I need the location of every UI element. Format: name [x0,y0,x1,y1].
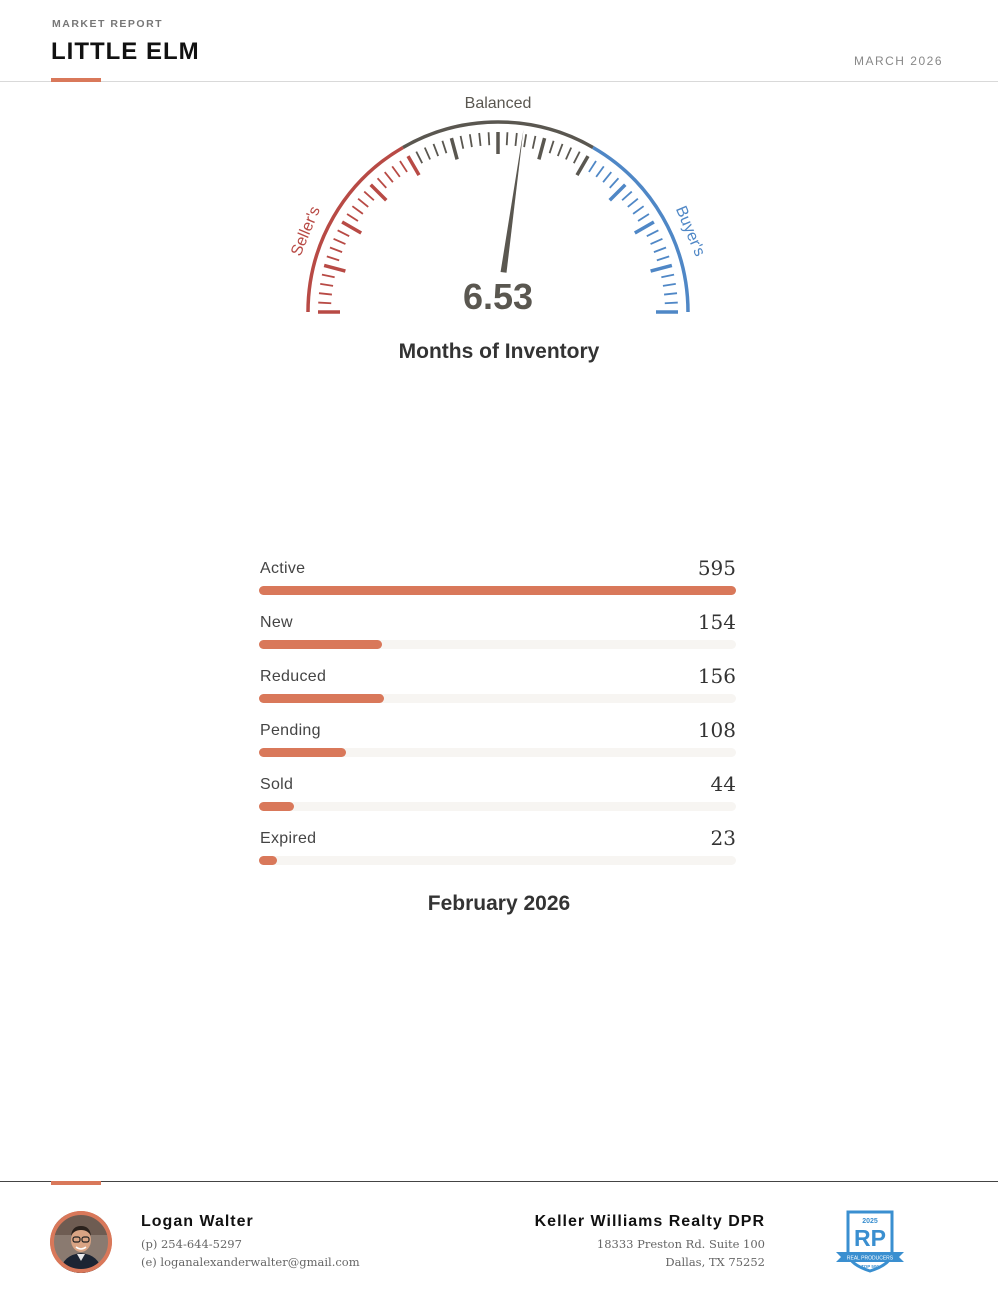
gauge-caption: Months of Inventory [398,340,600,363]
gauge-tick [461,136,464,149]
gauge-tick [352,206,363,214]
bar-value: 154 [697,610,736,634]
gauge-tick [633,206,644,214]
broker-name: Keller Williams Realty DPR [534,1213,765,1230]
gauge-tick [470,134,472,147]
page-title: LITTLE ELM [51,38,200,65]
gauge-tick [651,265,672,271]
gauge-tick [566,148,571,160]
bar-track [259,856,736,865]
bar-track [259,586,736,595]
gauge-zone-label-2: Buyer's [671,203,709,259]
gauge-tick [425,148,430,160]
gauge-tick [661,275,674,278]
gauge-tick [635,222,654,233]
gauge-tick [408,156,419,175]
badge-line1: REAL PRODUCERS [846,1255,894,1262]
bar-value: 156 [697,664,736,688]
bar-row-reduced [259,664,736,718]
report-kicker: MARKET REPORT [52,18,164,30]
gauge-tick [338,230,350,236]
agent-avatar [50,1211,112,1273]
bar-fill [259,640,382,649]
gauge-tick [507,132,508,145]
real-producers-badge [835,1208,905,1274]
gauge-tick [400,161,407,172]
gauge-tick [433,144,438,156]
gauge-tick [558,144,563,156]
bar-row-sold [259,772,736,826]
gauge-tick [647,230,659,236]
bar-label: Reduced [260,668,327,685]
gauge-tick [378,178,387,188]
gauge-tick [324,265,345,271]
bar-label: Expired [260,830,317,847]
bar-value: 595 [697,556,736,580]
gauge-tick [319,293,332,294]
gauge-tick [318,303,331,304]
gauge-tick [371,185,387,201]
bar-value: 23 [710,826,736,850]
gauge-tick [358,199,368,207]
gauge-zone-label-0: Seller's [288,204,324,259]
bar-track [259,748,736,757]
gauge-tick [663,284,676,286]
gauge-value: 6.53 [462,276,534,317]
gauge-tick [524,134,526,147]
gauge-tick [451,138,457,159]
bar-row-new [259,610,736,664]
gauge-tick [628,199,638,207]
broker-address-line1: 18333 Preston Rd. Suite 100 [596,1237,765,1251]
gauge-tick [577,156,588,175]
footer-divider [0,1181,998,1182]
gauge-tick [665,303,678,304]
bar-label: Sold [260,776,294,793]
bar-label: Pending [260,722,321,739]
gauge-tick [364,192,374,201]
inventory-gauge [280,95,720,330]
header-accent-bar [51,78,101,82]
gauge-tick [638,214,649,221]
bar-track [259,802,736,811]
gauge-tick [392,166,400,177]
bar-fill [259,694,384,703]
bar-track [259,694,736,703]
agent-name: Logan Walter [141,1213,254,1230]
bar-row-pending [259,718,736,772]
bar-fill [259,586,736,595]
bar-label: New [260,614,293,631]
bar-track [259,640,736,649]
footer-accent-bar [51,1181,101,1185]
listing-stats-chart [259,556,736,880]
bar-value: 44 [710,772,736,796]
bar-fill [259,856,277,865]
gauge-tick [610,178,619,188]
bar-row-active [259,556,736,610]
gauge-tick [479,133,480,146]
gauge-tick [334,239,346,244]
gauge-tick [342,222,361,233]
gauge-needle [501,130,524,273]
gauge-zone-label-1: Balanced [464,95,532,113]
gauge-tick [330,247,342,252]
gauge-tick [589,161,596,172]
bar-value: 108 [697,718,736,742]
gauge-tick [657,256,669,260]
gauge-tick [664,293,677,294]
gauge-tick [596,166,604,177]
gauge-tick [539,138,545,159]
agent-phone: (p) 254-644-5297 [141,1237,242,1251]
gauge-tick [622,192,632,201]
gauge-tick [574,152,580,164]
badge-line2: TOP 500 [861,1264,879,1269]
header-divider [0,81,998,82]
bar-fill [259,802,294,811]
gauge-tick [654,247,666,252]
gauge-tick [416,152,422,164]
gauge-tick [327,256,339,260]
bar-label: Active [260,560,306,577]
bar-row-expired [259,826,736,880]
gauge-tick [603,172,611,182]
gauge-tick [651,239,663,244]
broker-address-line2: Dallas, TX 75252 [665,1255,765,1269]
bar-fill [259,748,346,757]
gauge-tick [320,284,333,286]
gauge-tick [385,172,393,182]
badge-year: 2025 [862,1218,878,1225]
gauge-tick [347,214,358,221]
gauge-tick [610,185,626,201]
gauge-tick [550,141,554,153]
agent-email: (e) loganalexanderwalter@gmail.com [141,1255,360,1269]
chart-title: February 2026 [427,892,571,915]
gauge-tick [442,141,446,153]
gauge-tick [533,136,536,149]
gauge-tick [322,275,335,278]
badge-mark: RP [854,1225,886,1251]
report-date: MARCH 2026 [853,54,943,68]
gauge-tick [515,133,516,146]
gauge-tick [489,132,490,145]
